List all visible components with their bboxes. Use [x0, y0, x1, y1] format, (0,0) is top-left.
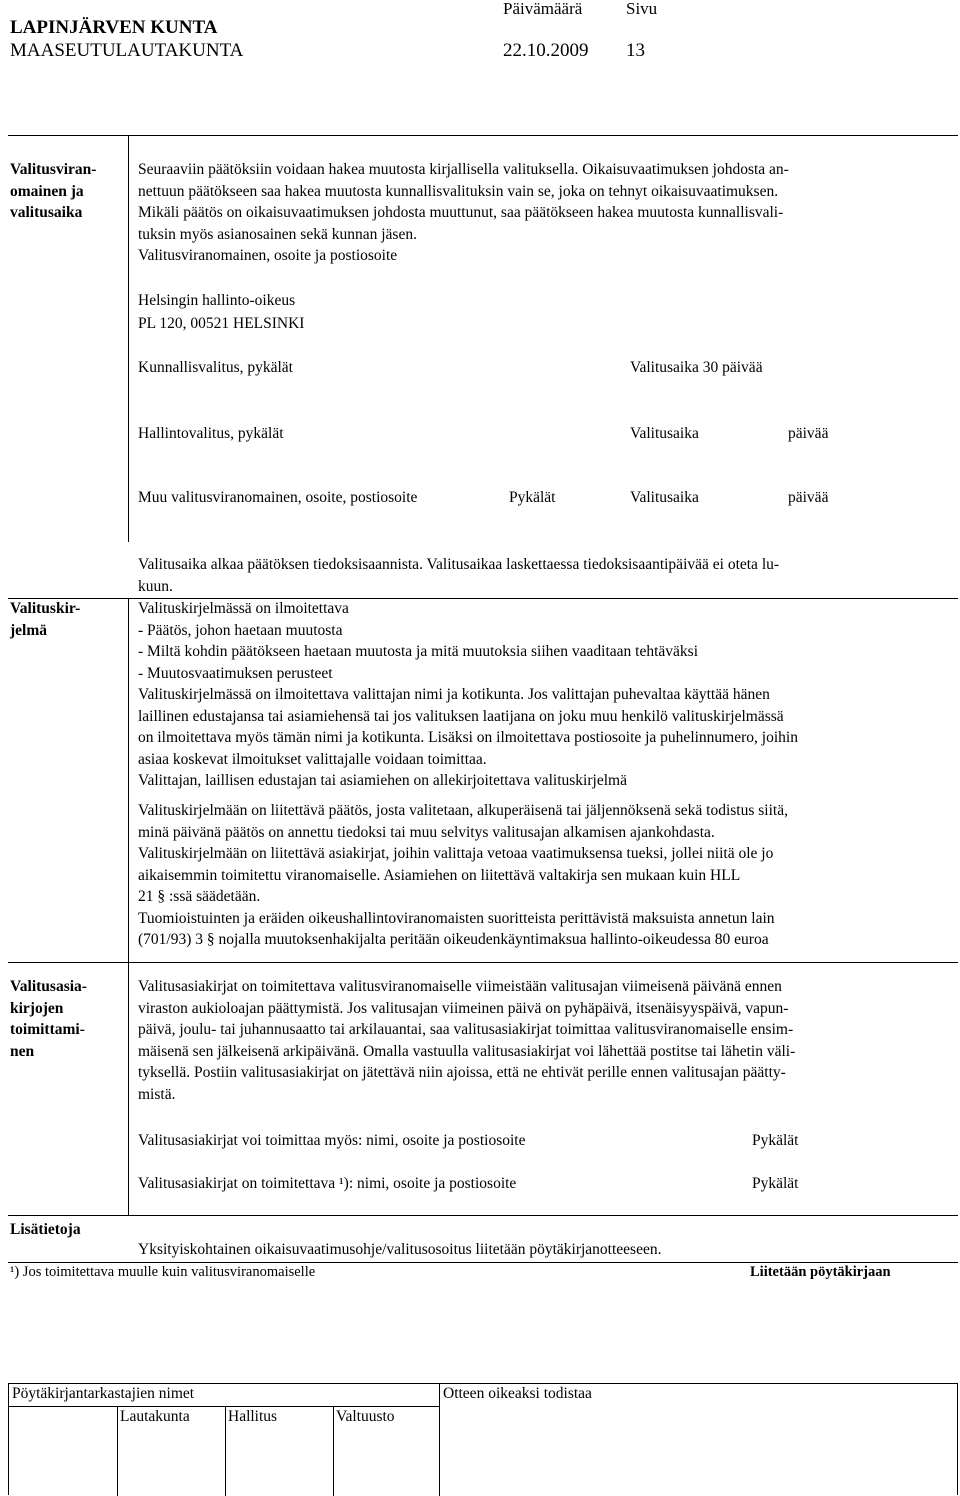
- left-column-border: [128, 598, 129, 962]
- list-item: - Muutosvaatimuksen perusteet: [138, 664, 333, 682]
- left-column-border: [128, 135, 129, 542]
- page-number: 13: [626, 40, 645, 61]
- list-item: - Päätös, johon haetaan muutosta: [138, 621, 343, 639]
- footnote-text: ¹) Jos toimitettava muulle kuin valitusviranomaiselle: [10, 1264, 316, 1280]
- admin-appeal-label: Hallintovalitus, pykälät: [138, 425, 284, 442]
- other-authority-label: Muu valitusviranomainen, osoite, postiosoite: [138, 489, 418, 506]
- signature-table: [8, 1383, 958, 1495]
- signature-table-divider: [439, 1384, 440, 1496]
- info-side-label: Lisätietoja: [10, 1221, 81, 1238]
- checkers-label: Pöytäkirjantarkastajien nimet: [12, 1385, 195, 1402]
- header-divider: [8, 135, 958, 136]
- info-text: Yksityiskohtainen oikaisuvaatimusohje/valitusosoitus liitetään pöytäkirjanotteeseen.: [138, 1241, 662, 1258]
- attached-note: Liitetään pöytäkirjaan: [750, 1264, 891, 1280]
- signature-cell-divider: [225, 1406, 226, 1496]
- other-authority-sections: Pykälät: [509, 489, 556, 506]
- appeal-intro: Seuraaviin päätöksiin voidaan hakea muutosta kirjallisella valituksella. Oikaisuvaatimuksen johdosta an- nettuun päätökseen saa hakea muutosta kunnallisvalituksin vain se, joka on tehnyt oikaisuvaatimuksen. Mikäli päätös on oikaisuvaatimuksen johdosta muuttunut, saa päätökseen hakea muutosta kunnallisvali- tuksin myös asianosainen sekä kunnan jäsen. Valitusviranomainen, osoite ja postiosoite: [138, 159, 948, 267]
- section-divider: [8, 1215, 958, 1216]
- letter-content: Valituskirjelmässä on ilmoitettava - Päätös, johon haetaan muutosta - Miltä kohdin päätökseen haetaan muutosta ja mitä muutoksia siihen vaaditaan tehtäväksi - Muutosvaatimuksen perusteet Valituskirjelmässä on ilmoitettava valittajan nimi ja kotikunta. Jos valittajan puhevaltaa käyttää hänen laillinen edustajansa tai asiamiehensä tai jos valituksen laatijana on joku muu henkilö valituskirjelmässä on ilmoitettava myös tämän nimi ja kotikunta. Lisäksi on ilmoitettava postiosoite ja puhelinnumero, joihin asiaa koskevat ilmoitukset valittajalle voidaan toimittaa. Valittajan, laillisen edustajan tai asiamiehen on allekirjoitettava valituskirjelmä: [138, 598, 948, 792]
- body-label-committee: Lautakunta: [120, 1408, 190, 1425]
- letter-side-label: Valituskir- jelmä: [10, 600, 81, 639]
- delivery-also-sections: Pykälät: [752, 1132, 799, 1149]
- letter-attachments: Valituskirjelmään on liitettävä päätös, josta valitetaan, alkuperäisenä tai jäljennöksenä sekä todistus siitä, minä päivänä päätös on annettu tiedoksi tai muu selvitys valitusajan alkamisen ajankohdasta. Valituskirjelmään on liitettävä asiakirjat, joihin valittaja vetoaa vaatimuksensa tueksi, jollei niitä ole jo aikaisemmin toimitettu viranomaiselle. Asiamiehen on liitettävä valtakirja sen mukaan kuin HLL 21 § :ssä säädetään. Tuomioistuinten ja eräiden oikeushallintoviranomaisten suoritteista perittävistä maksuista annetun lain (701/93) 3 § nojalla muutoksenhakijalta peritään oikeudenkäyntimaksua hallinto-oikeudessa 80 euroa: [138, 802, 788, 948]
- body-label-council: Valtuusto: [336, 1408, 395, 1425]
- left-column-border: [128, 962, 129, 1215]
- signature-row-divider: [9, 1406, 439, 1407]
- admin-appeal-days: päivää: [788, 425, 829, 442]
- organization-name: LAPINJÄRVEN KUNTA: [10, 17, 218, 38]
- authority-address: PL 120, 00521 HELSINKI: [138, 315, 305, 332]
- delivery-must-sections: Pykälät: [752, 1175, 799, 1192]
- appeal-side-label: Valitusviran- omainen ja valitusaika: [10, 161, 97, 221]
- committee-name: MAASEUTULAUTAKUNTA: [10, 40, 244, 61]
- body-label-board: Hallitus: [228, 1408, 278, 1425]
- municipal-appeal-time: Valitusaika 30 päivää: [630, 359, 763, 376]
- date-value: 22.10.2009: [503, 40, 589, 61]
- authority-heading: Valitusviranomainen, osoite ja postiosoite: [138, 247, 398, 264]
- other-authority-time: Valitusaika: [630, 489, 699, 506]
- admin-appeal-time: Valitusaika: [630, 425, 699, 442]
- delivery-also-label: Valitusasiakirjat voi toimittaa myös: nimi, osoite ja postiosoite: [138, 1132, 526, 1149]
- signature-cell-divider: [117, 1406, 118, 1496]
- footnote-divider: [8, 1262, 958, 1263]
- appeal-start-note: Valitusaika alkaa päätöksen tiedoksisaannista. Valitusaikaa laskettaessa tiedoksisaantipäivää ei oteta lu- kuun.: [138, 556, 780, 595]
- municipal-appeal-label: Kunnallisvalitus, pykälät: [138, 359, 293, 376]
- authority-name: Helsingin hallinto-oikeus: [138, 292, 296, 309]
- other-authority-days: päivää: [788, 489, 829, 506]
- page-label: Sivu: [626, 0, 658, 18]
- date-label: Päivämäärä: [503, 0, 583, 18]
- delivery-content: Valitusasiakirjat on toimitettava valitusviranomaiselle viimeistään valitusajan viimeisenä päivänä ennen viraston aukioloajan päättymistä. Jos valitusajan viimeinen päivä on pyhäpäivä, itsenäisyyspäivä, vapun- päivä, joulu- tai juhannusaatto tai arkilauantai, saa valitusasiakirjat toimittaa valitusviranomaiselle ensim- mäisenä sen jälkeisenä arkipäivänä. Omalla vastuulla valitusasiakirjat voi lähettää postitse tai lähetin väli- tyksellä. Postiin valitusasiakirjat on jätettävä niin ajoissa, että ne ehtivät perille ennen valitusajan päätty- mistä.: [138, 978, 796, 1103]
- section-divider: [8, 962, 958, 963]
- delivery-side-label: Valitusasia- kirjojen toimittami- nen: [10, 978, 87, 1060]
- certify-label: Otteen oikeaksi todistaa: [443, 1385, 592, 1402]
- signature-cell-divider: [333, 1406, 334, 1496]
- delivery-must-label: Valitusasiakirjat on toimitettava ¹): nimi, osoite ja postiosoite: [138, 1175, 517, 1192]
- list-item: - Miltä kohdin päätökseen haetaan muutosta ja mitä muutoksia siihen vaaditaan tehtäväksi: [138, 643, 698, 660]
